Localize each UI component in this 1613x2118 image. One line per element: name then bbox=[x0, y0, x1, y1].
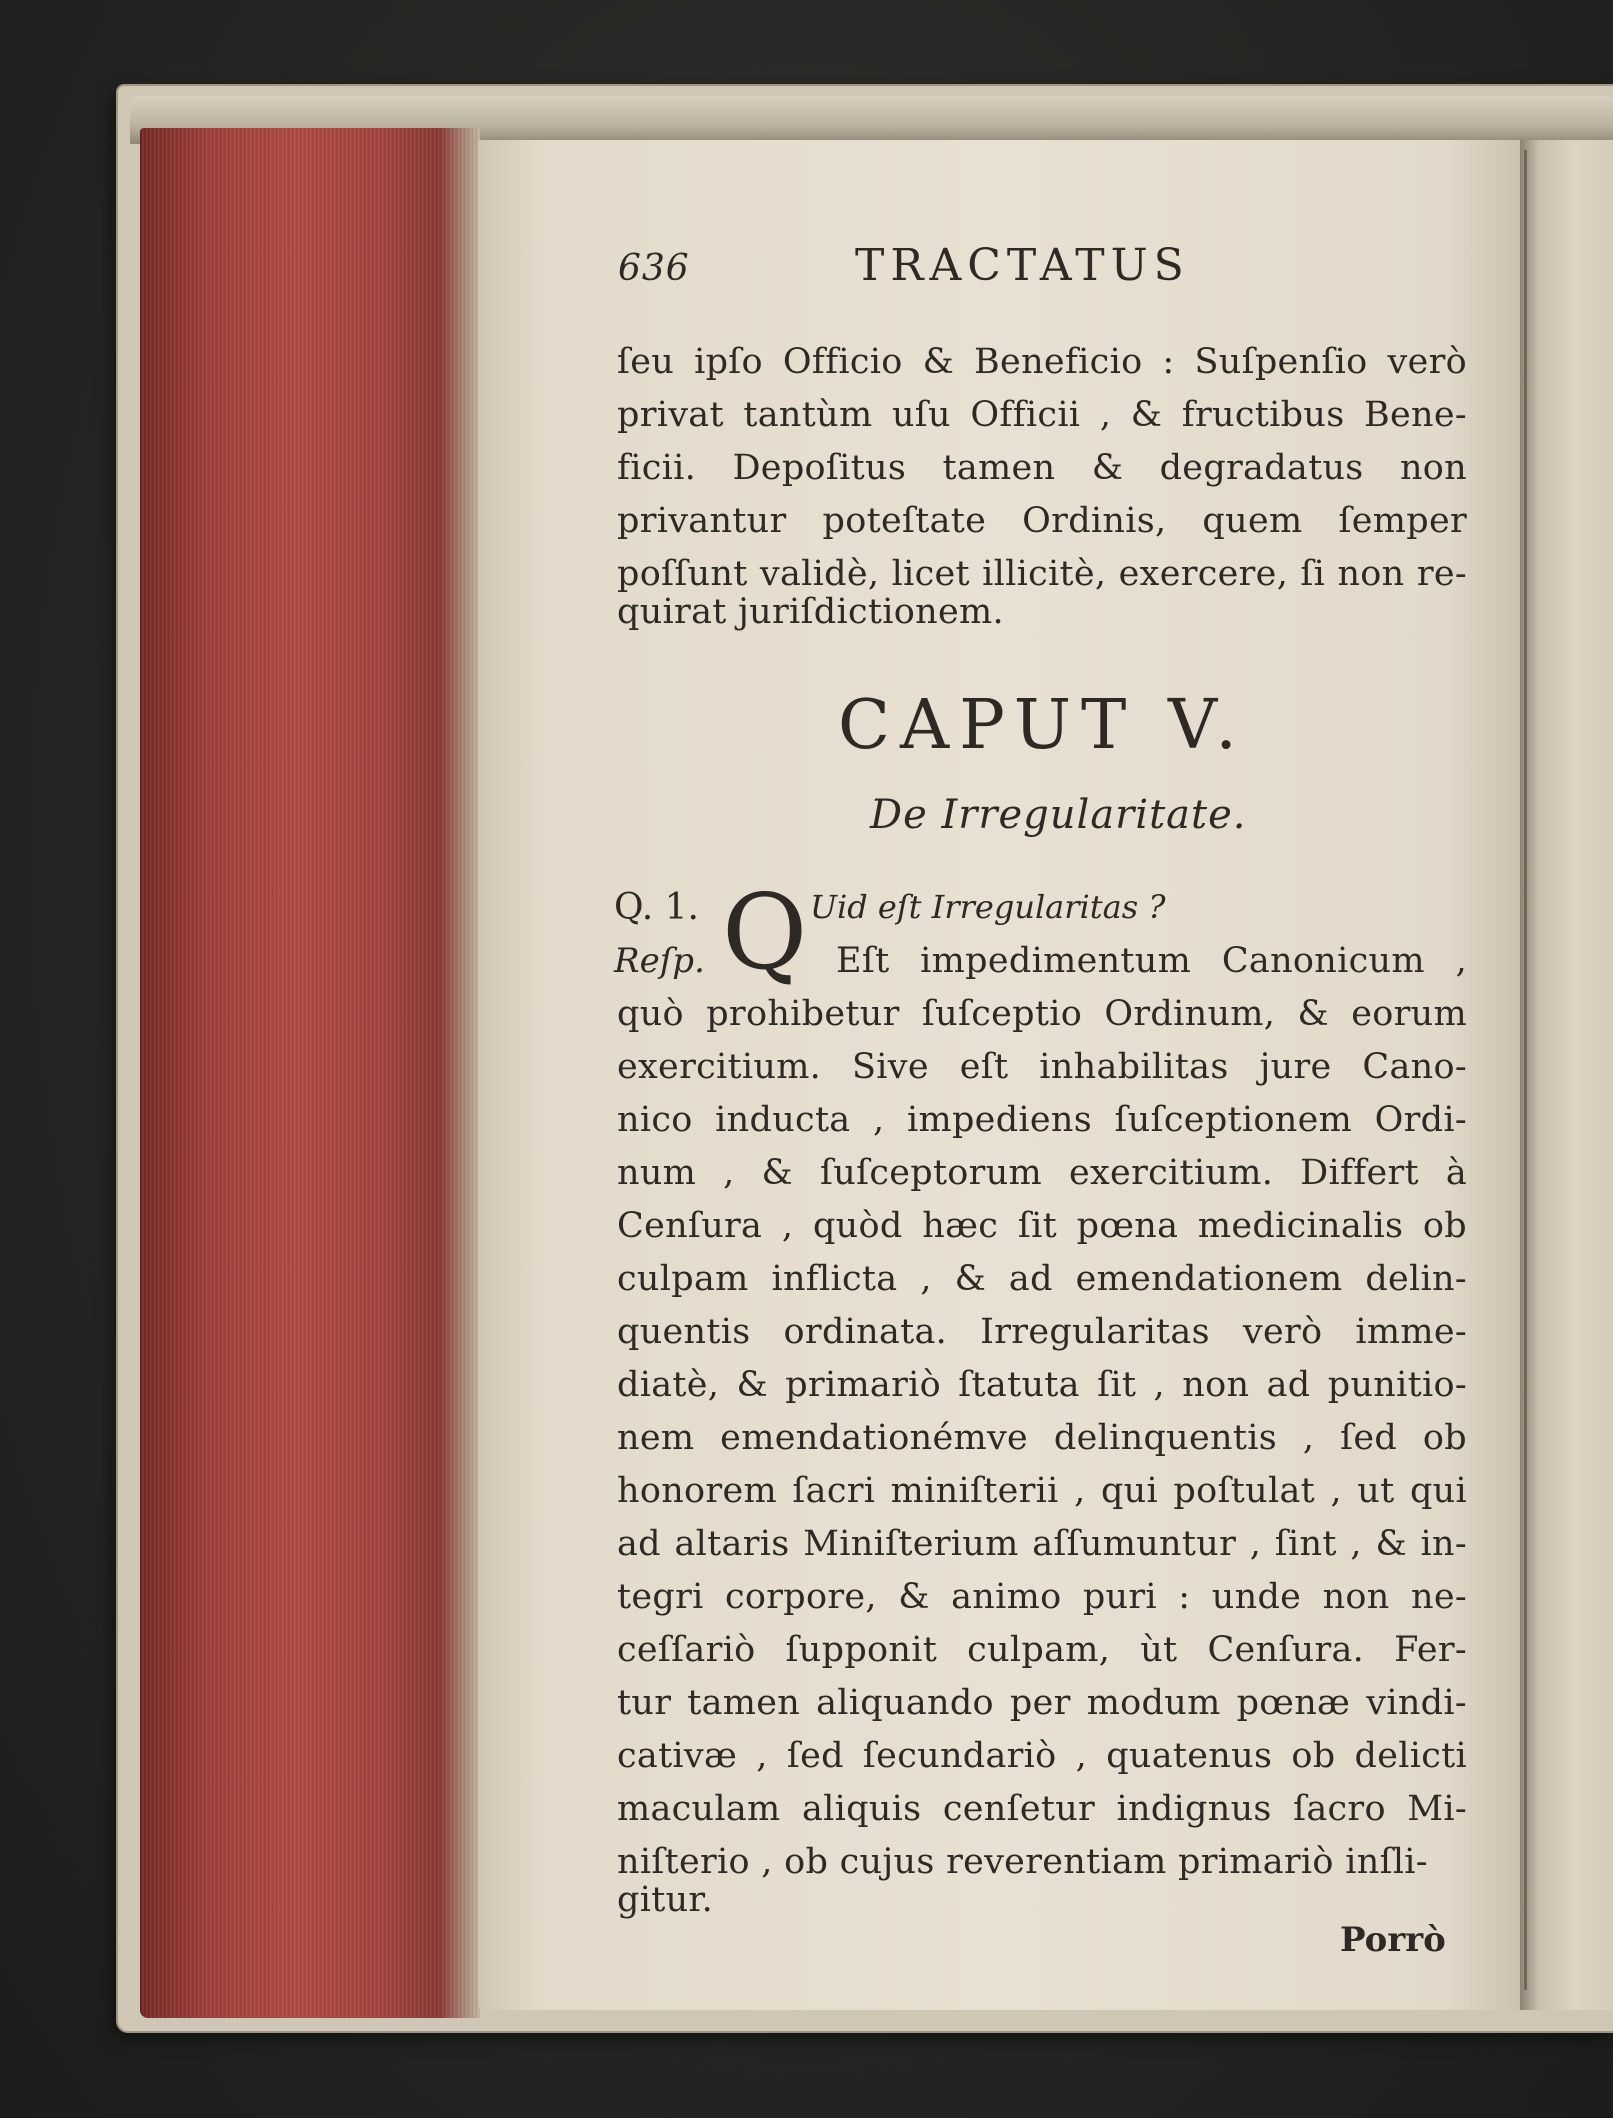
intro-line: quirat juriſdictionem. bbox=[617, 592, 1004, 632]
body-line: honorem ſacri miniſterii , qui poſtulat , ut qui bbox=[617, 1471, 1467, 1511]
body-line: cativæ , ſed ſecundariò , quatenus ob delicti bbox=[617, 1736, 1467, 1776]
body-line: niſterio , ob cujus reverentiam primariò inſli- bbox=[617, 1842, 1428, 1882]
body-line: ceſſariò ſupponit culpam, ùt Cenſura. Fer- bbox=[617, 1630, 1467, 1670]
intro-line: privantur poteſtate Ordinis, quem ſemper bbox=[617, 501, 1467, 541]
gutter-line bbox=[1524, 150, 1527, 1990]
body-line: num , & ſuſceptorum exercitium. Differt à bbox=[617, 1153, 1467, 1193]
intro-line: ficii. Depoſitus tamen & degradatus non bbox=[617, 448, 1467, 488]
page-number: 636 bbox=[618, 248, 690, 289]
body-line: exercitium. Sive eſt inhabilitas jure Cano- bbox=[617, 1047, 1467, 1087]
body-line: tur tamen aliquando per modum pœnæ vindi- bbox=[617, 1683, 1467, 1723]
chapter-subtitle: De Irregularitate. bbox=[870, 792, 1247, 838]
body-line: gitur. bbox=[617, 1880, 714, 1920]
body-line: nico inducta , impediens ſuſceptionem Ordi- bbox=[617, 1100, 1467, 1140]
body-line: maculam aliquis cenſetur indignus ſacro Mi- bbox=[617, 1789, 1467, 1829]
red-page-edge bbox=[140, 128, 480, 2018]
question-title: Uid eſt Irregularitas ? bbox=[810, 888, 1166, 926]
facing-page-edge bbox=[1520, 140, 1613, 2010]
body-line: tegri corpore, & animo puri : unde non ne- bbox=[617, 1577, 1467, 1617]
running-title: TRACTATUS bbox=[855, 240, 1190, 291]
intro-line: privat tantùm uſu Officii , & fructibus Bene- bbox=[617, 395, 1467, 435]
body-line: ad altaris Miniſterium aſſumuntur , ſint , & in- bbox=[617, 1524, 1467, 1564]
body-line: Eſt impedimentum Canonicum , bbox=[836, 941, 1467, 981]
body-line: quò prohibetur ſuſceptio Ordinum, & eorum bbox=[617, 994, 1467, 1034]
body-line: diatè, & primariò ſtatuta ſit , non ad punitio- bbox=[617, 1365, 1467, 1405]
body-line: quentis ordinata. Irregularitas verò imme- bbox=[617, 1312, 1467, 1352]
drop-cap: Q bbox=[722, 871, 808, 993]
response-label: Reſp. bbox=[614, 941, 705, 981]
question-label: Q. 1. bbox=[614, 887, 699, 928]
catchword: Porrò bbox=[1340, 1920, 1446, 1960]
body-line: nem emendationémve delinquentis , ſed ob bbox=[617, 1418, 1467, 1458]
intro-line: poſſunt validè, licet illicitè, exercere, ſi non re- bbox=[617, 554, 1467, 594]
chapter-title: CAPUT V. bbox=[838, 686, 1247, 765]
intro-line: ſeu ipſo Officio & Beneficio : Suſpenſio verò bbox=[617, 342, 1467, 382]
body-line: culpam inflicta , & ad emendationem delin- bbox=[617, 1259, 1467, 1299]
body-line: Cenſura , quòd hæc ſit pœna medicinalis ob bbox=[617, 1206, 1467, 1246]
